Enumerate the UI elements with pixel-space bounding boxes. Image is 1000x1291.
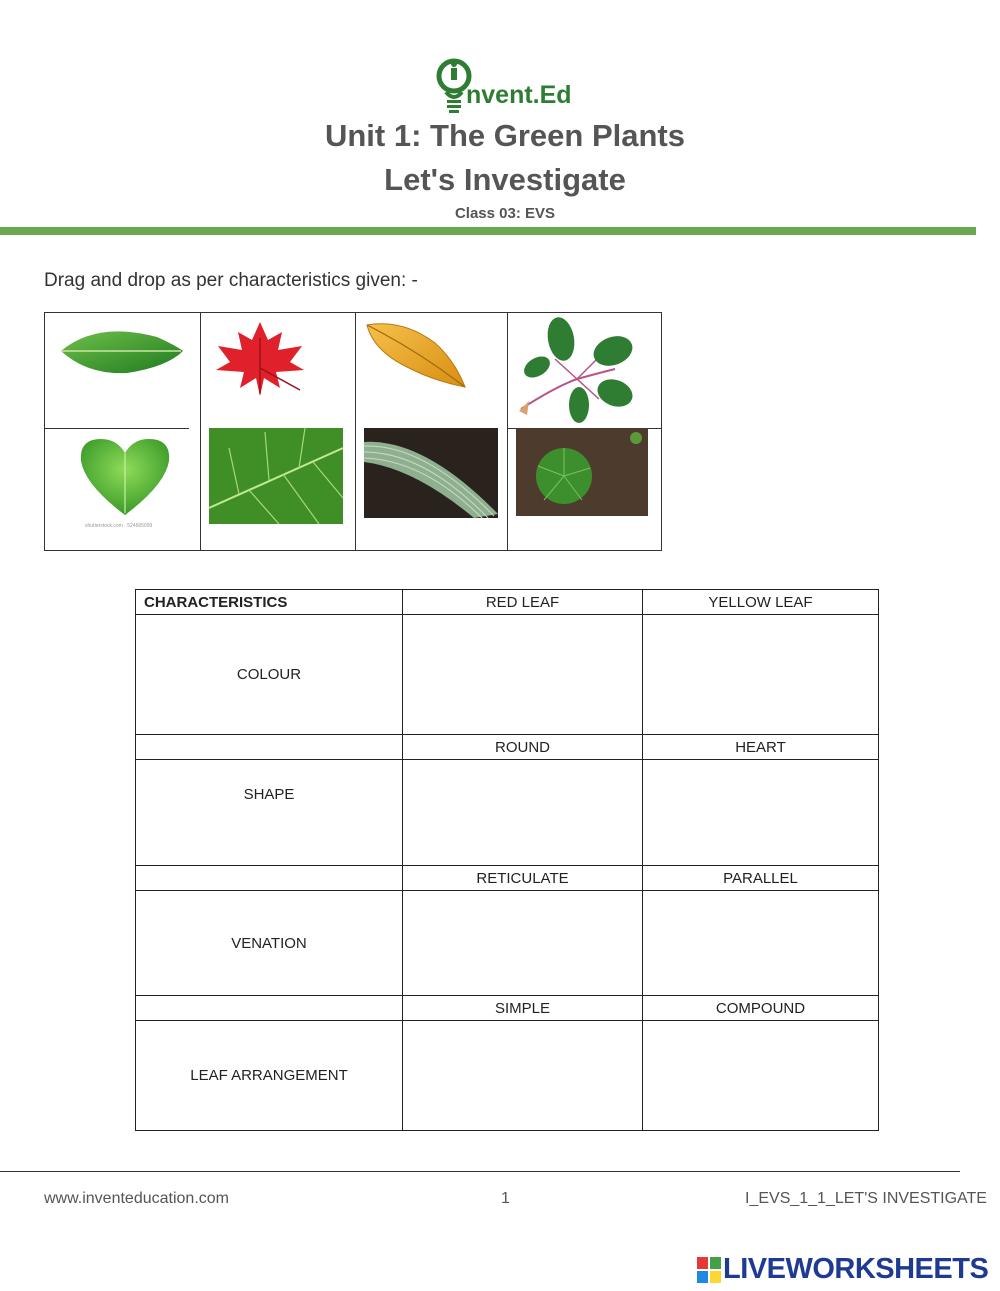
grid-divider	[45, 428, 189, 429]
instruction-text: Drag and drop as per characteristics given: -	[44, 270, 418, 291]
column-header: RETICULATE	[403, 866, 643, 891]
column-header: YELLOW LEAF	[643, 590, 879, 615]
page-title: Let's Investigate	[384, 162, 626, 197]
empty-cell	[136, 735, 403, 760]
column-header: PARALLEL	[643, 866, 879, 891]
column-header: HEART	[643, 735, 879, 760]
reticulate-vein-leaf-image[interactable]	[209, 428, 343, 524]
compound-rose-leaf-image[interactable]	[515, 315, 645, 427]
drop-zone-reticulate[interactable]	[403, 891, 643, 996]
liveworksheets-logo-icon	[697, 1257, 721, 1283]
drop-zone-yellow-leaf[interactable]	[643, 615, 879, 735]
parallel-vein-leaf-image[interactable]	[364, 428, 498, 518]
unit-title: Unit 1: The Green Plants	[324, 118, 685, 153]
image-watermark: shutterstock.com · 524665099	[85, 523, 153, 529]
column-header: SIMPLE	[403, 996, 643, 1021]
empty-cell	[136, 866, 403, 891]
grid-divider	[200, 313, 201, 550]
column-header: ROUND	[403, 735, 643, 760]
drop-zone-round[interactable]	[403, 760, 643, 866]
drop-zone-parallel[interactable]	[643, 891, 879, 996]
footer-page-number: 1	[501, 1190, 510, 1207]
grid-divider	[507, 313, 508, 550]
drop-zone-compound[interactable]	[643, 1021, 879, 1131]
footer-doc-code: I_EVS_1_1_LET'S INVESTIGATE	[745, 1190, 987, 1207]
drop-zone-simple[interactable]	[403, 1021, 643, 1131]
drop-zone-red-leaf[interactable]	[403, 615, 643, 735]
drop-zone-heart[interactable]	[643, 760, 879, 866]
row-label-shape: SHAPE	[136, 760, 403, 866]
empty-cell	[136, 996, 403, 1021]
footer-divider	[0, 1171, 960, 1172]
column-header: RED LEAF	[403, 590, 643, 615]
heart-shaped-leaf-image[interactable]	[75, 435, 175, 517]
class-subtitle: Class 03: EVS	[454, 205, 556, 222]
characteristics-header: CHARACTERISTICS	[136, 590, 403, 615]
invent-ed-logo	[436, 58, 581, 118]
green-oval-leaf-image[interactable]	[57, 323, 187, 378]
footer-website: www.inventeducation.com	[44, 1190, 229, 1207]
red-maple-leaf-image[interactable]	[210, 318, 310, 398]
row-label-venation: VENATION	[136, 891, 403, 996]
leaf-image-grid	[44, 312, 662, 551]
brand-name: LIVEWORKSHEETS	[723, 1253, 989, 1285]
logo-text: nvent.Ed	[466, 81, 572, 109]
grid-divider	[355, 313, 356, 550]
characteristics-table	[135, 589, 879, 1131]
row-label-colour: COLOUR	[136, 615, 403, 735]
round-leaf-image[interactable]	[516, 428, 648, 516]
header-divider	[0, 227, 976, 235]
yellow-serrated-leaf-image[interactable]	[363, 319, 468, 391]
row-label-leaf-arrangement: LEAF ARRANGEMENT	[136, 1021, 403, 1131]
column-header: COMPOUND	[643, 996, 879, 1021]
